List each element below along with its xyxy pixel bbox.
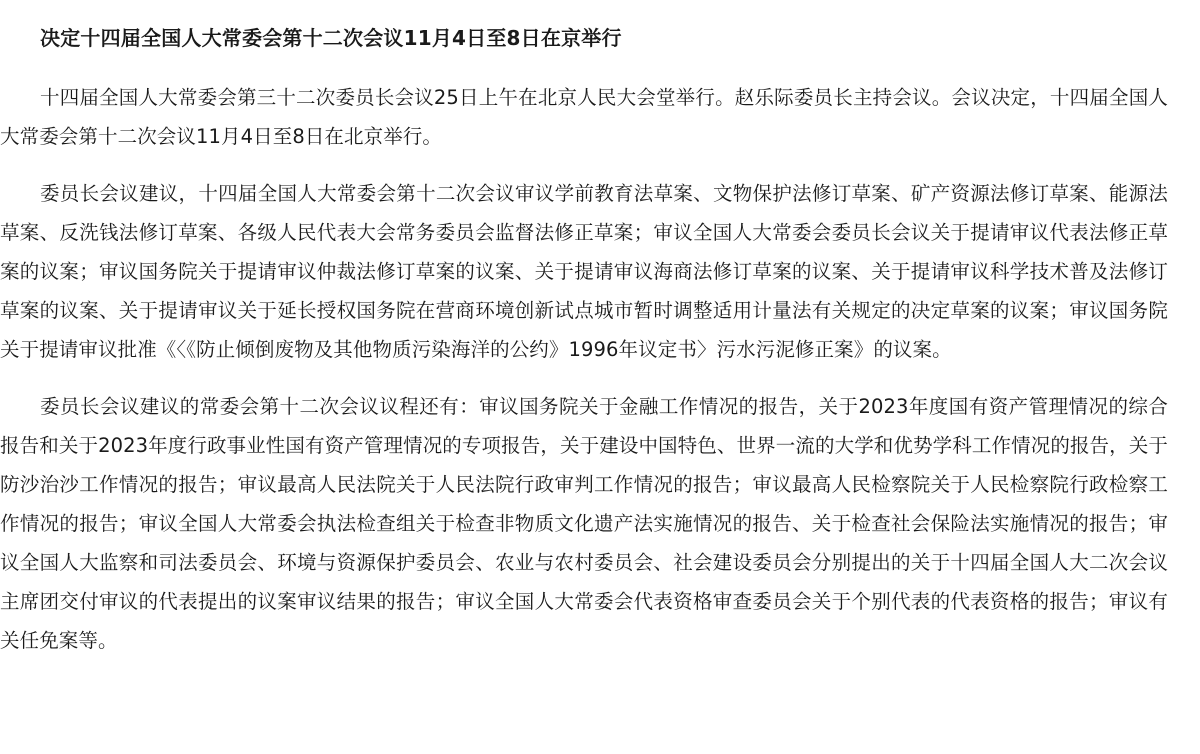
article-paragraph-2: 委员长会议建议，十四届全国人大常委会第十二次会议审议学前教育法草案、文物保护法修订草案、矿产资源法修订草案、能源法草案、反洗钱法修订草案、各级人民代表大会常务委员会监督法修正草案；审议全国人大常委会委员长会议关于提请审议代表法修正草案的议案；审议国务院关于提请审议仲裁法修订草案的议案、关于提请审议海商法修订草案的议案、关于提请审议科学技术普及法修订草案的议案、关于提请审议关于延长授权国务院在营商环境创新试点城市暂时调整适用计量法有关规定的决定草案的议案；审议国务院关于提请审议批准《〈《防止倾倒废物及其他物质污染海洋的公约》1996年议定书〉污水污泥修正案》的议案。 bbox=[0, 182, 1168, 361]
article-paragraph-1: 十四届全国人大常委会第三十二次委员长会议25日上午在北京人民大会堂举行。赵乐际委员长主持会议。会议决定，十四届全国人大常委会第十二次会议11月4日至8日在北京举行。 bbox=[0, 86, 1168, 148]
article-title: 决定十四届全国人大常委会第十二次会议11月4日至8日在京举行 bbox=[40, 26, 622, 50]
article-paragraph-3: 委员长会议建议的常委会第十二次会议议程还有：审议国务院关于金融工作情况的报告，关于2023年度国有资产管理情况的综合报告和关于2023年度行政事业性国有资产管理情况的专项报告，关于建设中国特色、世界一流的大学和优势学科工作情况的报告，关于防沙治沙工作情况的报告；审议最高人民法院关于人民法院行政审判工作情况的报告；审议最高人民检察院关于人民检察院行政检察工作情况的报告；审议全国人大常委会执法检查组关于检查非物质文化遗产法实施情况的报告、关于检查社会保险法实施情况的报告；审议全国人大监察和司法委员会、环境与资源保护委员会、农业与农村委员会、社会建设委员会分别提出的关于十四届全国人大二次会议主席团交付审议的代表提出的议案审议结果的报告；审议全国人大常委会代表资格审查委员会关于个别代表的代表资格的报告；审议有关任免案等。 bbox=[0, 395, 1168, 652]
